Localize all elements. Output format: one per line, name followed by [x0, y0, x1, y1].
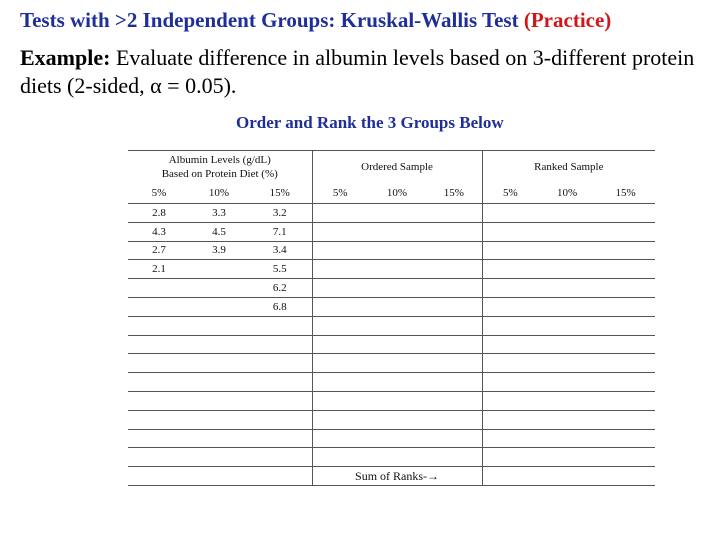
table-cell	[190, 448, 248, 467]
table-row	[128, 410, 655, 429]
table-cell	[482, 241, 538, 260]
rank-table	[128, 150, 655, 486]
table-cell	[368, 354, 426, 373]
table-cell	[368, 410, 426, 429]
table-row	[128, 373, 655, 392]
example-text	[20, 44, 700, 100]
table-cell	[596, 429, 655, 448]
table-cell	[368, 373, 426, 392]
table-cell	[596, 391, 655, 410]
table-cell	[190, 260, 248, 279]
table-cell	[538, 373, 596, 392]
table-cell	[128, 316, 190, 335]
table-cell	[482, 204, 538, 223]
table-cell	[312, 316, 368, 335]
title-accent: (Practice)	[523, 8, 612, 32]
table-cell	[312, 373, 368, 392]
table-cell	[312, 260, 368, 279]
table-cell: 6.2	[248, 279, 312, 298]
column-header-row	[128, 183, 655, 204]
table-cell	[538, 391, 596, 410]
table-cell: 6.8	[248, 297, 312, 316]
table-cell	[538, 354, 596, 373]
table-row	[128, 391, 655, 410]
table-cell	[482, 410, 538, 429]
table-cell	[482, 354, 538, 373]
table-cell	[482, 335, 538, 354]
table-cell	[128, 448, 190, 467]
table-cell: 4.3	[128, 222, 190, 241]
table-cell	[368, 297, 426, 316]
table-cell	[368, 335, 426, 354]
table-cell	[248, 429, 312, 448]
column-header: 15%	[596, 183, 655, 204]
table-cell	[538, 297, 596, 316]
table-cell: 3.3	[190, 204, 248, 223]
table-cell	[426, 410, 482, 429]
table-cell	[368, 391, 426, 410]
table-cell	[312, 335, 368, 354]
table-cell	[538, 335, 596, 354]
table-cell	[426, 391, 482, 410]
table-row	[128, 204, 655, 223]
table-cell	[128, 335, 190, 354]
table-cell	[596, 316, 655, 335]
table-cell	[426, 448, 482, 467]
table-cell	[190, 391, 248, 410]
sum-of-ranks-values	[482, 467, 655, 486]
table-cell	[538, 241, 596, 260]
table-cell	[368, 204, 426, 223]
title-main: Tests with >2 Independent Groups: Kruskal-Wallis Test	[20, 8, 524, 32]
table-cell	[368, 222, 426, 241]
table-cell	[538, 429, 596, 448]
table-cell	[538, 410, 596, 429]
table-row	[128, 222, 655, 241]
table-cell	[368, 448, 426, 467]
sum-row-blank	[128, 467, 312, 486]
table-cell	[426, 373, 482, 392]
albumin-header-line1: Albumin Levels (g/dL)	[168, 154, 271, 166]
table-cell	[596, 448, 655, 467]
table-cell	[482, 391, 538, 410]
table-cell	[248, 373, 312, 392]
table-cell	[482, 429, 538, 448]
table-cell	[368, 279, 426, 298]
table-cell	[426, 316, 482, 335]
column-header: 5%	[482, 183, 538, 204]
rank-table-container	[128, 150, 655, 486]
ordered-group-header: Ordered Sample	[312, 151, 482, 184]
table-cell	[482, 373, 538, 392]
table-row	[128, 429, 655, 448]
table-cell	[426, 204, 482, 223]
table-cell	[482, 260, 538, 279]
table-cell	[596, 279, 655, 298]
table-body	[128, 204, 655, 486]
table-cell: 3.9	[190, 241, 248, 260]
table-cell: 4.5	[190, 222, 248, 241]
table-cell	[128, 429, 190, 448]
table-cell	[596, 297, 655, 316]
table-row	[128, 260, 655, 279]
table-cell	[596, 222, 655, 241]
table-cell	[538, 260, 596, 279]
table-cell	[312, 354, 368, 373]
table-cell	[482, 222, 538, 241]
column-header: 10%	[368, 183, 426, 204]
table-cell: 5.5	[248, 260, 312, 279]
table-cell	[128, 373, 190, 392]
table-cell	[426, 354, 482, 373]
table-cell	[596, 335, 655, 354]
table-cell	[426, 429, 482, 448]
table-cell	[128, 297, 190, 316]
table-cell	[426, 260, 482, 279]
table-cell	[128, 391, 190, 410]
table-cell	[190, 279, 248, 298]
table-cell: 3.4	[248, 241, 312, 260]
ranked-group-header: Ranked Sample	[482, 151, 655, 184]
albumin-header-line2: Based on Protein Diet (%)	[161, 168, 278, 180]
table-cell	[426, 335, 482, 354]
table-cell	[190, 410, 248, 429]
table-cell	[482, 297, 538, 316]
table-cell	[312, 297, 368, 316]
table-cell	[128, 410, 190, 429]
table-cell	[596, 354, 655, 373]
slide-title	[20, 8, 611, 33]
table-cell: 2.1	[128, 260, 190, 279]
table-row	[128, 448, 655, 467]
table-cell	[312, 448, 368, 467]
table-cell	[368, 260, 426, 279]
table-cell	[596, 373, 655, 392]
table-cell	[248, 448, 312, 467]
sum-of-ranks-row	[128, 467, 655, 486]
table-cell	[312, 410, 368, 429]
table-cell	[596, 241, 655, 260]
table-cell	[596, 410, 655, 429]
group-header-row	[128, 151, 655, 184]
table-cell	[368, 316, 426, 335]
table-cell	[190, 354, 248, 373]
column-header: 15%	[426, 183, 482, 204]
table-cell	[426, 279, 482, 298]
table-cell	[426, 297, 482, 316]
column-header: 5%	[312, 183, 368, 204]
table-cell	[538, 204, 596, 223]
table-cell	[190, 429, 248, 448]
example-body: Evaluate difference in albumin levels based on 3-different protein diets (2-sided, α = 0.05).	[20, 45, 695, 98]
column-header: 15%	[248, 183, 312, 204]
table-cell: 2.8	[128, 204, 190, 223]
table-cell	[248, 335, 312, 354]
table-cell	[538, 279, 596, 298]
table-subtitle: Order and Rank the 3 Groups Below	[236, 113, 504, 132]
table-cell	[312, 391, 368, 410]
table-cell	[248, 391, 312, 410]
table-row	[128, 335, 655, 354]
table-cell	[190, 297, 248, 316]
table-cell	[596, 260, 655, 279]
table-cell	[312, 279, 368, 298]
table-cell	[248, 316, 312, 335]
table-cell	[368, 429, 426, 448]
column-header: 10%	[190, 183, 248, 204]
table-row	[128, 241, 655, 260]
table-cell	[312, 222, 368, 241]
table-cell	[128, 354, 190, 373]
table-cell	[426, 222, 482, 241]
table-cell	[426, 241, 482, 260]
table-cell	[248, 410, 312, 429]
table-cell	[482, 448, 538, 467]
table-cell	[312, 429, 368, 448]
table-cell: 3.2	[248, 204, 312, 223]
column-header: 10%	[538, 183, 596, 204]
table-cell	[538, 222, 596, 241]
table-cell	[596, 204, 655, 223]
sum-of-ranks-label: Sum of Ranks-→	[312, 467, 482, 486]
albumin-group-header	[128, 151, 312, 184]
table-cell	[482, 316, 538, 335]
table-cell	[482, 279, 538, 298]
example-label: Example:	[20, 45, 111, 70]
table-cell: 7.1	[248, 222, 312, 241]
table-cell: 2.7	[128, 241, 190, 260]
table-row	[128, 279, 655, 298]
table-row	[128, 316, 655, 335]
table-cell	[368, 241, 426, 260]
table-cell	[312, 204, 368, 223]
column-header: 5%	[128, 183, 190, 204]
table-row	[128, 297, 655, 316]
table-cell	[248, 354, 312, 373]
table-cell	[538, 448, 596, 467]
table-cell	[312, 241, 368, 260]
table-row	[128, 354, 655, 373]
table-cell	[538, 316, 596, 335]
table-cell	[190, 373, 248, 392]
table-cell	[128, 279, 190, 298]
table-cell	[190, 316, 248, 335]
table-cell	[190, 335, 248, 354]
